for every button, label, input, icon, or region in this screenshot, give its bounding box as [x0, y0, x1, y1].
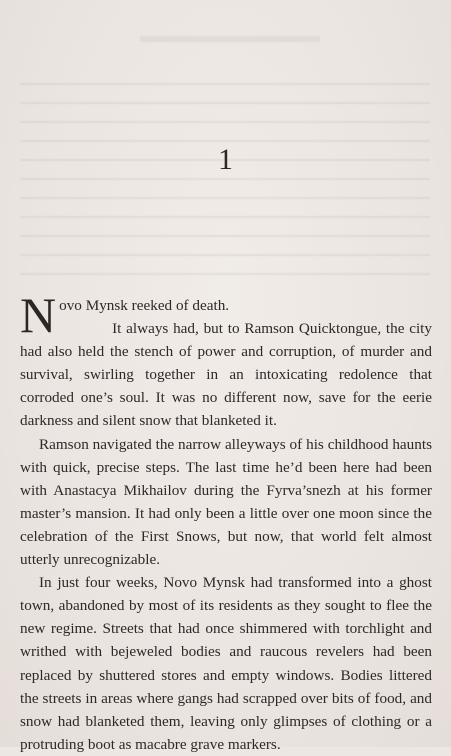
paragraph: It always had, but to Ramson Quicktongue, the city had also held the stench of power and corruption, of murder and survival, swirling together in an intoxicating redolence that corroded one’s soul. It was no different now, save for the eerie darkness and silent snow that blanketed it. [20, 320, 432, 430]
opening-paragraph [20, 287, 432, 343]
opening-line: ovo Mynsk reeked of death. [59, 297, 230, 314]
bleed-through-header [140, 36, 320, 42]
drop-cap: N [20, 287, 57, 343]
paragraph: Ramson navigated the narrow alleyways of his childhood haunts with quick, precise steps. The last time he’d been here had been with Anastacya Mikhailov during the Fyrva’snezh at his former master’s mansion. It had only been a little over one moon since the celebration of the First Snows, but now, that world felt almost utterly unrecognizable. [20, 435, 432, 569]
chapter-body [20, 287, 432, 756]
paragraph: In just four weeks, Novo Mynsk had transformed into a ghost town, abandoned by most of its residents as they sought to flee the new regime. Streets that had once shimmered with torchlight and writhed with bejeweled bodies and raucous revelers had been replaced by shuttered stores and empty windows. Bodies littered the streets in areas where gangs had scrapped over bits of food, and snow had blanketed them, leaving only glimpses of clothing or a protruding boot as macabre grave markers. [20, 574, 432, 753]
chapter-number: 1 [218, 143, 233, 176]
